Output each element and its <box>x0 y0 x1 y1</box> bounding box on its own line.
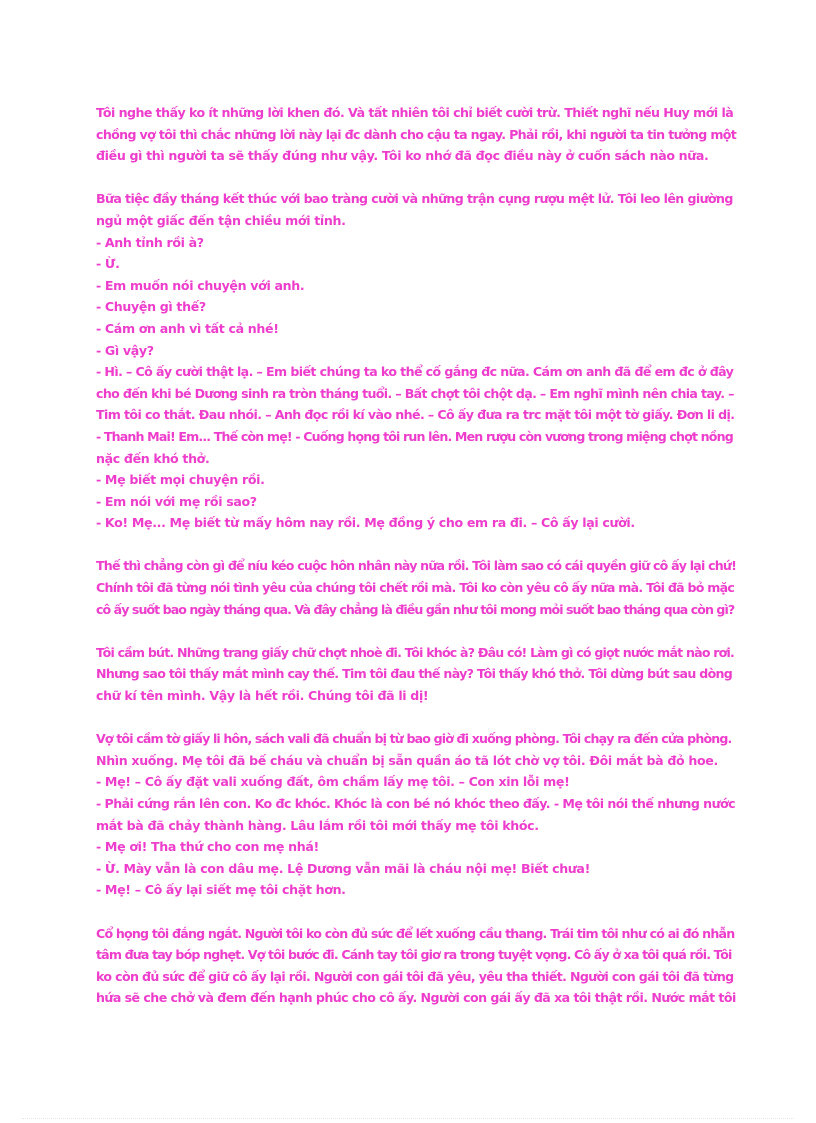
text-line: cho đến khi bé Dương sinh ra tròn tháng tuổi. – Bất chợt tôi chột dạ. – Em nghĩ mình nên chia tay. – <box>96 385 734 401</box>
paragraph-gap <box>96 534 736 556</box>
text-line: Thế thì chẳng còn gì để níu kéo cuộc hôn nhân này nữa rồi. Tôi làm sao có cái quyền giữ cô ấy lại chứ! <box>96 558 737 574</box>
text-line: - Anh tỉnh rồi à? <box>96 234 204 250</box>
paragraph-gap <box>96 707 736 729</box>
text-line: - Mẹ ơi! Tha thứ cho con mẹ nhá! <box>96 839 319 855</box>
page-bottom-divider <box>22 1118 794 1119</box>
text-line: hứa sẽ che chở và đem đến hạnh phúc cho cô ấy. Người con gái ấy đã xa tôi thật rồi. Nước mắt tôi <box>96 990 736 1006</box>
text-line: Tôi nghe thấy ko ít những lời khen đó. Và tất nhiên tôi chỉ biết cười trừ. Thiết nghĩ nếu Huy mới là <box>96 105 734 120</box>
text-line: nặc đến khó thở. <box>96 450 210 466</box>
text-line: Nhìn xuống. Mẹ tôi đã bế cháu và chuẩn bị sẵn quần áo tã lót chờ vợ tôi. Đôi mắt bà đỏ hoe. <box>96 752 718 768</box>
text-line: chồng vợ tôi thì chắc những lời này lại đc dành cho cậu ta ngay. Phải rồi, khi người ta tin tưởng một <box>96 126 737 142</box>
text-line: Cổ họng tôi đắng ngắt. Người tôi ko còn đủ sức để lết xuống cầu thang. Trái tim tôi như có ai đó nhẫn <box>96 925 735 941</box>
paragraph-gap <box>96 901 736 923</box>
paragraph <box>96 188 736 534</box>
text-line: - Chuyện gì thế? <box>96 299 206 315</box>
text-line: - Gì vậy? <box>96 342 154 358</box>
paragraph <box>96 642 736 707</box>
paragraph <box>96 555 736 620</box>
text-line: - Mẹ biết mọi chuyện rồi. <box>96 472 265 488</box>
text-line: Tôi cầm bút. Những trang giấy chữ chợt nhoè đi. Tôi khóc à? Đâu có! Làm gì có giọt nước mắt nào rơi. <box>96 644 735 660</box>
text-line: ko còn đủ sức để giữ cô ấy lại rồi. Người con gái tôi đã yêu, yêu tha thiết. Người con gái tôi đã từng <box>96 968 734 984</box>
text-line: - Phải cứng rắn lên con. Ko đc khóc. Khóc là con bé nó khóc theo đấy. - Mẹ tôi nói thế nhưng nước <box>96 796 735 811</box>
text-line: điều gì thì người ta sẽ thấy đúng như vậy. Tôi ko nhớ đã đọc điều này ở cuốn sách nào nữa. <box>96 148 709 164</box>
text-line: Tim tôi co thắt. Đau nhói. – Anh đọc rồi kí vào nhé. – Cô ấy đưa ra trc mặt tôi một tờ giấy. Đơn li dị. <box>96 407 735 423</box>
text-line: - Em muốn nói chuyện với anh. <box>96 277 305 293</box>
text-line: - Ừ. Mày vẫn là con dâu mẹ. Lệ Dương vẫn mãi là cháu nội mẹ! Biết chưa! <box>96 860 590 876</box>
paragraph <box>96 923 736 1009</box>
text-line: - Mẹ! – Cô ấy đặt vali xuống đất, ôm chầm lấy mẹ tôi. – Con xin lỗi mẹ! <box>96 774 570 790</box>
text-line: ngủ một giấc đến tận chiều mới tỉnh. <box>96 212 346 228</box>
paragraph <box>96 728 736 901</box>
text-line: - Ko! Mẹ... Mẹ biết từ mấy hôm nay rồi. Mẹ đồng ý cho em ra đi. – Cô ấy lại cười. <box>96 515 635 531</box>
text-line: - Cám ơn anh vì tất cả nhé! <box>96 320 279 336</box>
text-line: - Em nói với mẹ rồi sao? <box>96 493 257 509</box>
paragraph-gap <box>96 620 736 642</box>
text-line: - Ừ. <box>96 256 120 272</box>
text-line: cô ấy suốt bao ngày tháng qua. Và đây chẳng là điều gần như tôi mong mỏi suốt bao tháng qua còn gì? <box>96 601 735 617</box>
text-line: Nhưng sao tôi thấy mắt mình cay thế. Tim tôi đau thế này? Tôi thấy khó thở. Tôi dừng bút sau dòng <box>96 666 733 682</box>
text-line: tâm đưa tay bóp nghẹt. Vợ tôi bước đi. Cánh tay tôi giơ ra trong tuyệt vọng. Cô ấy ở xa tôi quá rồi. Tôi <box>96 947 732 963</box>
text-line: - Hì. – Cô ấy cười thật lạ. – Em biết chúng ta ko thể cố gắng đc nữa. Cám ơn anh đã để em đc ở đây <box>96 364 734 380</box>
text-line: Bữa tiệc đầy tháng kết thúc với bao tràng cười và những trận cụng rượu mệt lử. Tôi leo lên giường <box>96 191 733 207</box>
paragraph-gap <box>96 167 736 189</box>
text-line: chữ kí tên mình. Vậy là hết rồi. Chúng tôi đã li dị! <box>96 688 429 704</box>
text-line: - Thanh Mai! Em... Thế còn mẹ! - Cuống họng tôi run lên. Men rượu còn vương trong miệng chợt nồng <box>96 428 733 444</box>
text-line: Vợ tôi cầm tờ giấy li hôn, sách vali đã chuẩn bị từ bao giờ đi xuống phòng. Tôi chạy ra đến cửa phòng. <box>96 731 732 747</box>
text-line: mắt bà đã chảy thành hàng. Lâu lắm rồi tôi mới thấy mẹ tôi khóc. <box>96 817 539 833</box>
paragraph <box>96 102 736 167</box>
text-line: Chính tôi đã từng nói tình yêu của chúng tôi chết rồi mà. Tôi ko còn yêu cô ấy nữa mà. Tôi đã bỏ mặc <box>96 580 735 596</box>
document-body <box>96 102 736 1009</box>
text-line: - Mẹ! – Cô ấy lại siết mẹ tôi chặt hơn. <box>96 882 346 898</box>
